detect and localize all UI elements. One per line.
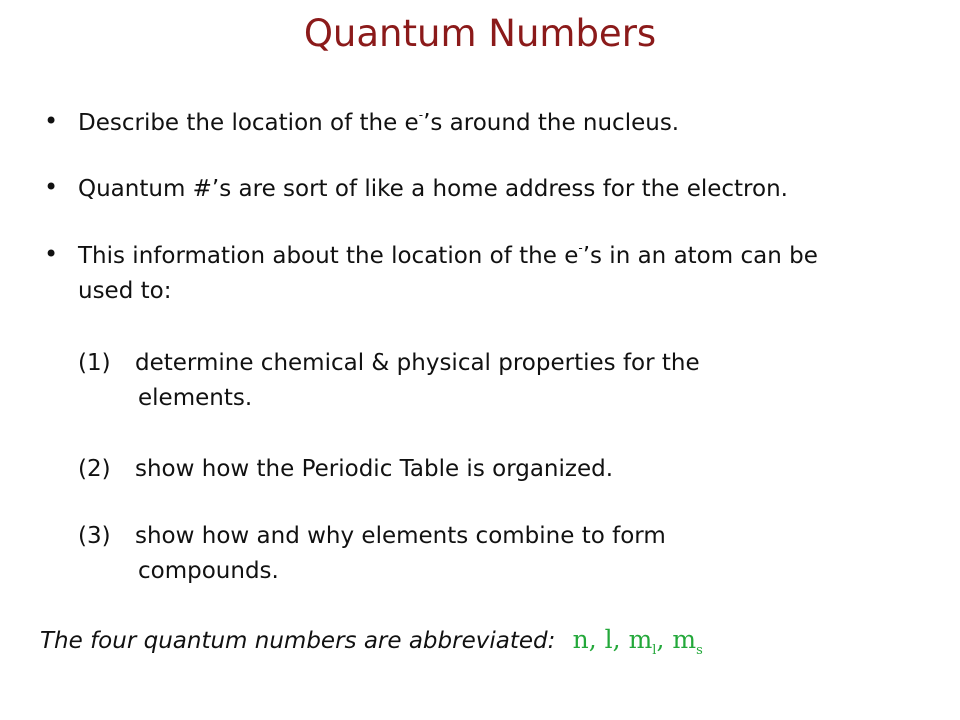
item-3-line1: show how and why elements combine to form [135, 523, 666, 549]
symbol-n: n, [572, 625, 597, 654]
item-2-number: (2) [78, 456, 111, 482]
item-2-line1: show how the Periodic Table is organized. [135, 456, 614, 482]
bullet-3-line2: used to: [78, 278, 172, 304]
slide-title: Quantum Numbers [303, 12, 657, 55]
bullet-1-post: ’s around the nucleus. [423, 110, 680, 136]
symbol-ml: m [628, 625, 653, 654]
symbol-ml-subscript: l [652, 643, 657, 658]
item-1-line2: elements. [138, 385, 253, 411]
symbol-comma: , [656, 625, 665, 654]
item-1-line1: determine chemical & physical properties for the [135, 350, 700, 376]
bullet-dot: • [44, 240, 59, 268]
bullet-3-post: ’s in an atom can be [582, 243, 818, 269]
symbol-ms-subscript: s [696, 643, 703, 658]
item-1-number: (1) [78, 350, 111, 376]
quantum-numbers-summary [40, 623, 703, 658]
bullet-3-line1 [78, 239, 818, 273]
symbol-ms: m [672, 625, 697, 654]
quantum-number-symbols [572, 625, 703, 658]
bullet-2-text: Quantum #’s are sort of like a home address for the electron. [78, 176, 788, 202]
electron-charge-sup: - [418, 108, 424, 123]
summary-text: The four quantum numbers are abbreviated: [40, 628, 556, 654]
bullet-1-pre: Describe the location of the e [78, 110, 419, 136]
bullet-3-pre: This information about the location of the e [78, 243, 579, 269]
bullet-1-text [78, 106, 679, 140]
item-3-line2: compounds. [138, 558, 279, 584]
bullet-dot: • [44, 173, 59, 201]
item-3-number: (3) [78, 523, 111, 549]
symbol-l: l, [604, 625, 621, 654]
bullet-dot: • [44, 107, 59, 135]
electron-charge-sup: - [578, 241, 583, 256]
